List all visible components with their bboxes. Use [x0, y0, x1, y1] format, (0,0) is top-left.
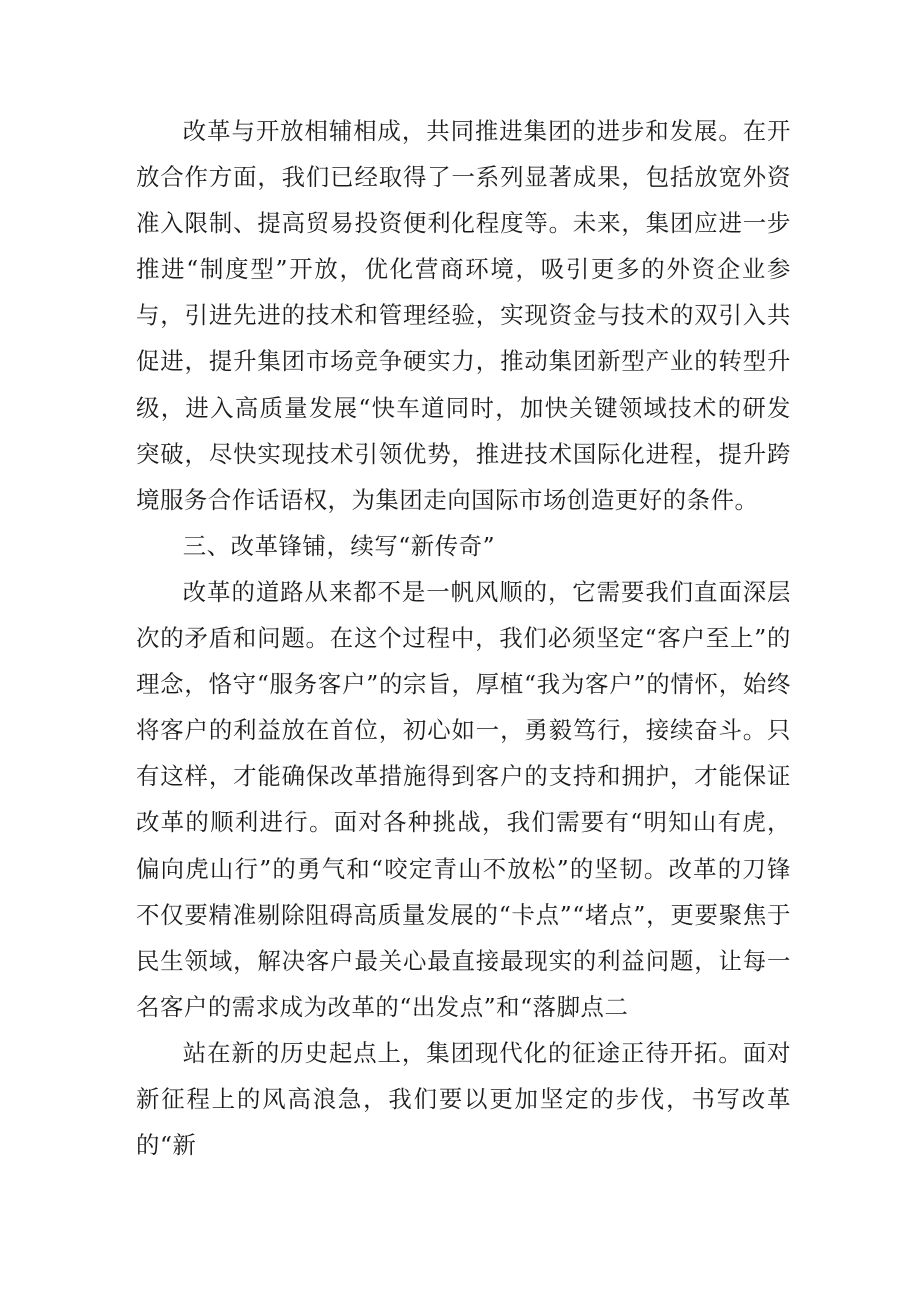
section-heading-three: 三、改革锋铺，续写“新传奇”	[182, 531, 496, 560]
paragraph-opening-reform: 改革与开放相辅相成，共同推进集团的进步和发展。在开放合作方面，我们已经取得了一系列显著成果，包括放宽外资准入限制、提高贸易投资便利化程度等。未来，集团应进一步推进“制度型”开放，优化营商环境，吸引更多的外资企业参与，引进先进的技术和管理经验，实现资金与技术的双引入共促进，提升集团市场竞争硬实力，推动集团新型产业的转型升级，进入高质量发展“快车道同时，加快关键领域技术的研发突破，尽快实现技术引领优势，推进技术国际化进程，提升跨境服务合作话语权，为集团走向国际市场创造更好的条件。	[136, 117, 791, 514]
paragraph-new-starting-point: 站在新的历史起点上，集团现代化的征途正待开拓。面对新征程上的风高浪急，我们要以更加坚定的步伐，书写改革的“新	[136, 1038, 791, 1160]
paragraph-reform-road: 改革的道路从来都不是一帆风顺的，它需要我们直面深层次的矛盾和问题。在这个过程中，我们必须坚定“客户至上”的理念，恪守“服务客户”的宗旨，厚植“我为客户”的情怀，始终将客户的利益放在首位，初心如一，勇毅笃行，接续奋斗。只有这样，才能确保改革措施得到客户的支持和拥护，才能保证改革的顺利进行。面对各种挑战，我们需要有“明知山有虎，偏向虎山行”的勇气和“咬定青山不放松”的坚韧。改革的刀锋不仅要精准剔除阻碍高质量发展的“卡点”“堵点”，更要聚焦于民生领域，解决客户最关心最直接最现实的利益问题，让每一名客户的需求成为改革的“出发点”和“落脚点二	[136, 577, 791, 1021]
document-body	[136, 108, 791, 1168]
